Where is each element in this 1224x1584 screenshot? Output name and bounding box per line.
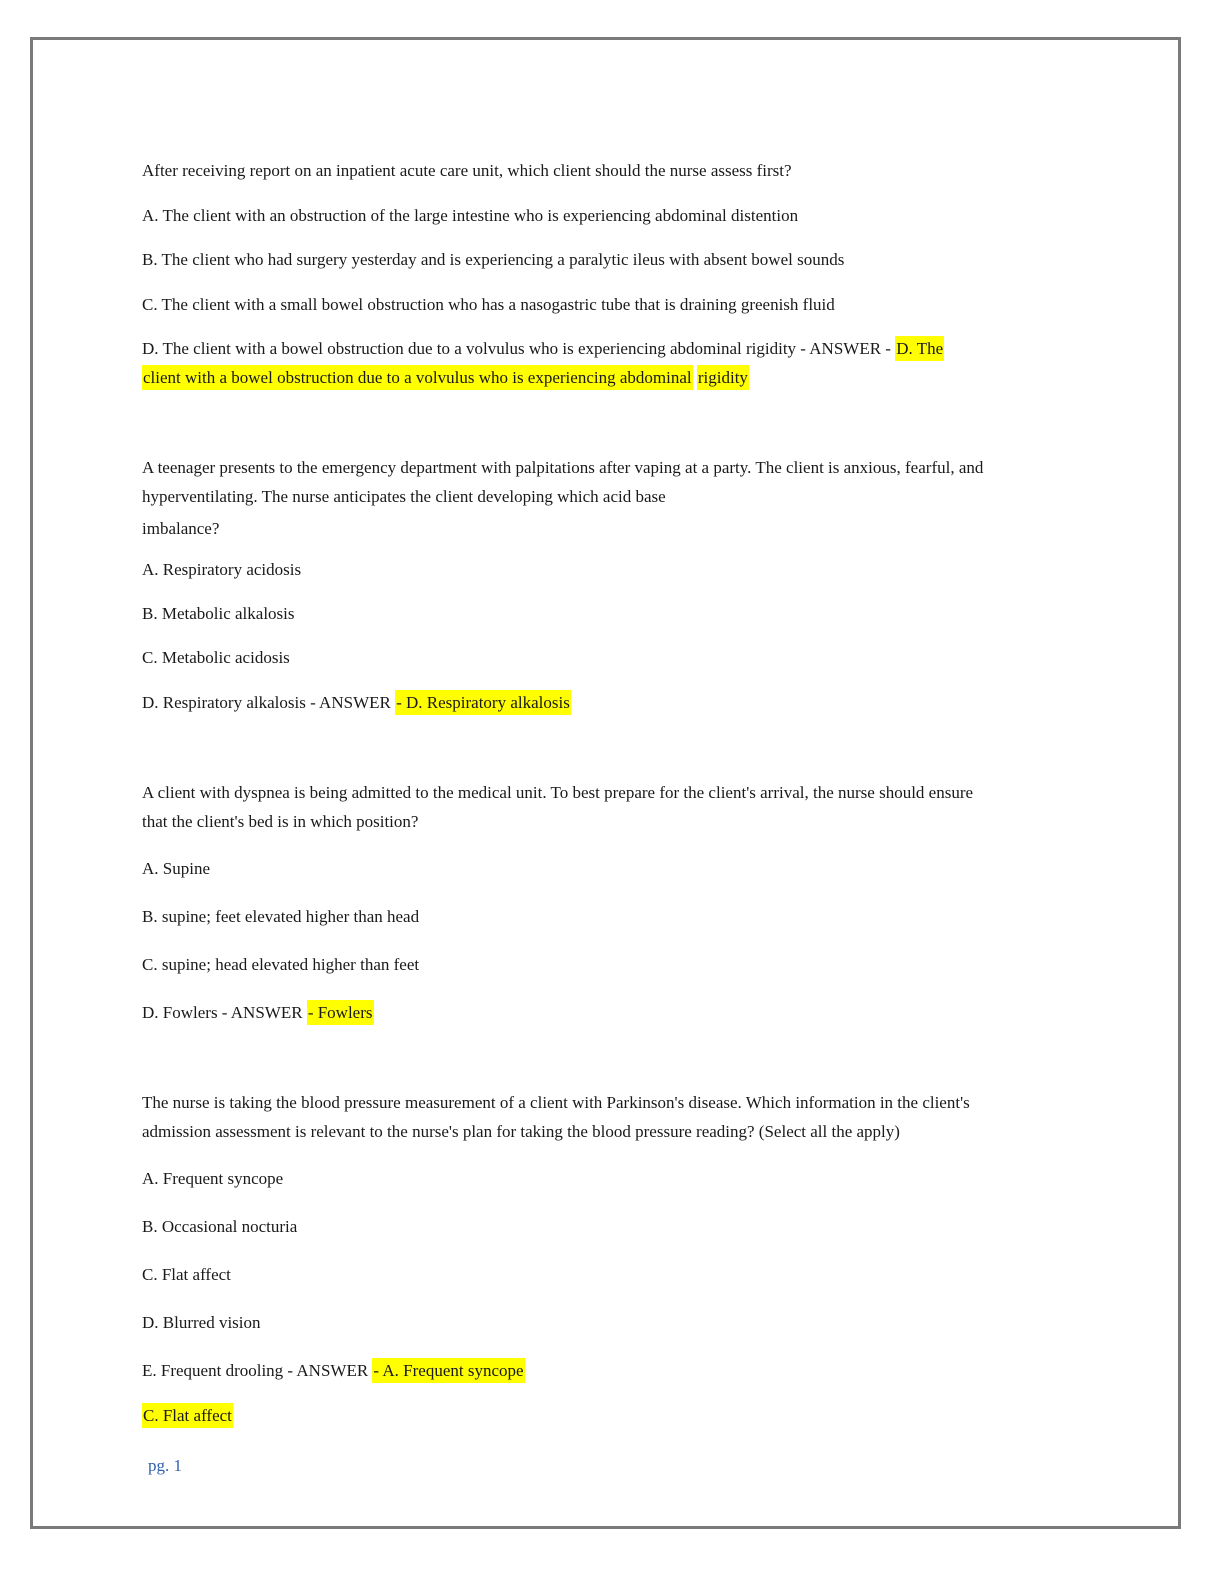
q1-option-a: A. The client with an obstruction of the large intestine who is experiencing abdominal distention bbox=[142, 206, 799, 225]
q2-stem-line-2: hyperventilating. The nurse anticipates the client developing which acid base bbox=[142, 487, 666, 506]
q4-option-c: C. Flat affect bbox=[142, 1265, 231, 1284]
page-number: pg. 1 bbox=[148, 1456, 182, 1475]
q3-option-a: A. Supine bbox=[142, 859, 210, 878]
q2-stem-line-3: imbalance? bbox=[142, 519, 220, 538]
q1-answer-highlight-2: client with a bowel obstruction due to a volvulus who is experiencing abdominal bbox=[142, 365, 693, 390]
q2-stem-line-1: A teenager presents to the emergency department with palpitations after vaping at a party. The client is anxious, fearful, and bbox=[142, 458, 984, 477]
q2-option-c: C. Metabolic acidosis bbox=[142, 648, 290, 667]
q1-answer-highlight-1: D. The bbox=[895, 336, 944, 361]
q2-answer-highlight: - D. Respiratory alkalosis bbox=[395, 690, 571, 715]
q1-option-c: C. The client with a small bowel obstruction who has a nasogastric tube that is draining greenish fluid bbox=[142, 295, 835, 314]
q4-option-d: D. Blurred vision bbox=[142, 1313, 261, 1332]
q4-option-b: B. Occasional nocturia bbox=[142, 1217, 298, 1236]
q3-option-c: C. supine; head elevated higher than feet bbox=[142, 955, 420, 974]
q4-stem-line-2: admission assessment is relevant to the nurse's plan for taking the blood pressure reading? (Select all the apply) bbox=[142, 1122, 900, 1141]
q4-stem-line-1: The nurse is taking the blood pressure measurement of a client with Parkinson's disease. Which information in the client's bbox=[142, 1093, 970, 1112]
q1-option-d-text: D. The client with a bowel obstruction due to a volvulus who is experiencing abdominal rigidity - ANSWER - bbox=[142, 339, 896, 358]
q3-answer-highlight: - Fowlers bbox=[307, 1000, 374, 1025]
q1-stem-line-1: After receiving report on an inpatient acute care unit, which client should the nurse assess first? bbox=[142, 161, 792, 180]
q4-answer-highlight-1: - A. Frequent syncope bbox=[372, 1358, 524, 1383]
q4-answer-line-2 bbox=[142, 1405, 233, 1427]
q4-option-e-text: E. Frequent drooling - ANSWER bbox=[142, 1361, 373, 1380]
q2-option-d-text: D. Respiratory alkalosis - ANSWER bbox=[142, 693, 396, 712]
q3-stem-line-1: A client with dyspnea is being admitted to the medical unit. To best prepare for the client's arrival, the nurse should ensure bbox=[142, 783, 974, 802]
q2-option-b: B. Metabolic alkalosis bbox=[142, 604, 295, 623]
q1-answer-highlight-3: rigidity bbox=[697, 365, 749, 390]
q4-option-e bbox=[142, 1360, 525, 1382]
q3-option-d bbox=[142, 1002, 374, 1024]
q3-option-d-text: D. Fowlers - ANSWER bbox=[142, 1003, 307, 1022]
q4-answer-highlight-2: C. Flat affect bbox=[142, 1403, 233, 1428]
q1-answer-line-2 bbox=[142, 367, 749, 389]
q3-option-b: B. supine; feet elevated higher than head bbox=[142, 907, 420, 926]
q3-stem-line-2: that the client's bed is in which position? bbox=[142, 812, 419, 831]
q2-option-d bbox=[142, 692, 571, 714]
q2-option-a: A. Respiratory acidosis bbox=[142, 560, 302, 579]
q1-option-d bbox=[142, 338, 944, 360]
q4-option-a: A. Frequent syncope bbox=[142, 1169, 284, 1188]
q1-option-b: B. The client who had surgery yesterday and is experiencing a paralytic ileus with absent bowel sounds bbox=[142, 250, 845, 269]
